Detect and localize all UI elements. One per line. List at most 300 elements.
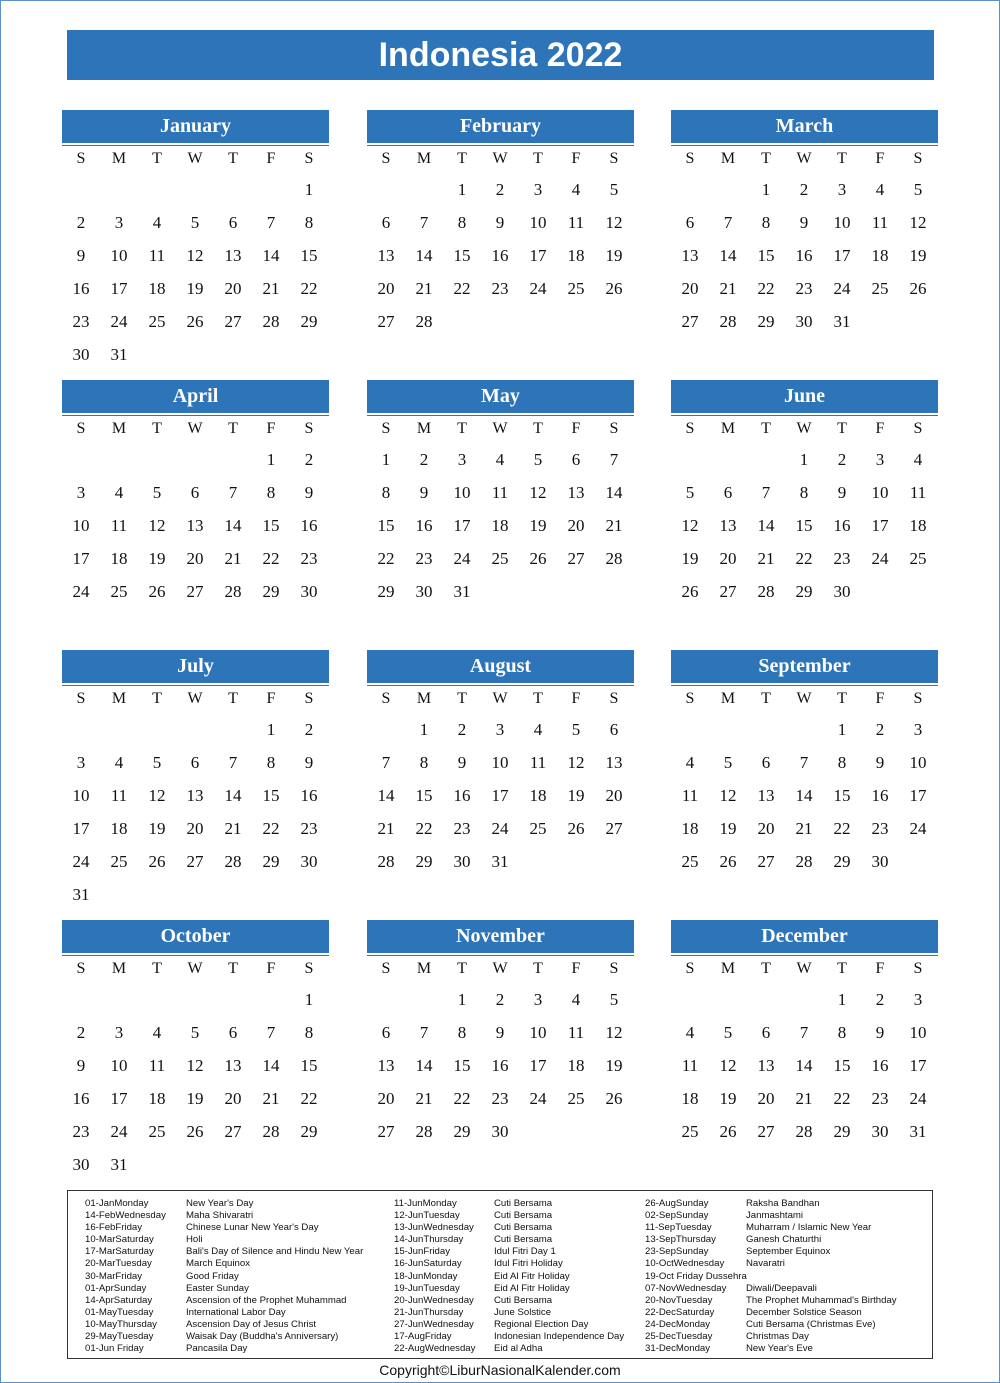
- day-cell: 8: [304, 1022, 314, 1042]
- weekday-header: T: [152, 960, 162, 977]
- month-february: [367, 110, 634, 338]
- weekday-header: F: [875, 690, 885, 707]
- day-cell: 22: [300, 278, 318, 298]
- weekday-header: F: [875, 420, 885, 437]
- holiday-name: Raksha Bandhan: [746, 1198, 820, 1209]
- empty-day-cell: [747, 983, 785, 1016]
- day-cell: 17: [72, 548, 90, 568]
- weekday-header: W: [796, 960, 812, 977]
- day-cell: 5: [571, 719, 581, 739]
- day-cell: 28: [757, 581, 775, 601]
- day-cell: 11: [871, 212, 889, 232]
- holiday-date: 19-JunTuesday: [394, 1282, 460, 1294]
- weekday-header: S: [913, 420, 923, 437]
- day-cell: 11: [491, 482, 509, 502]
- holiday-date: 21-JunThursday: [394, 1306, 464, 1318]
- empty-day-cell: [785, 713, 823, 746]
- day-cell: 28: [795, 851, 813, 871]
- day-cell: 12: [186, 245, 204, 265]
- day-cell: 13: [567, 482, 585, 502]
- empty-day-cell: [709, 443, 747, 476]
- day-cell: 13: [186, 785, 204, 805]
- day-cell: 6: [381, 1022, 391, 1042]
- day-cell: 25: [491, 548, 509, 568]
- day-cell: 30: [491, 1121, 509, 1141]
- day-cell: 27: [757, 1121, 775, 1141]
- day-cell: 21: [224, 818, 242, 838]
- day-cell: 5: [685, 482, 695, 502]
- holiday-date: 17-AugFriday: [394, 1331, 452, 1343]
- day-cell: 31: [491, 851, 509, 871]
- day-cell: 27: [377, 1121, 395, 1141]
- day-cell: 14: [262, 245, 280, 265]
- weekday-header: W: [796, 420, 812, 437]
- empty-day-cell: [747, 443, 785, 476]
- day-cell: 6: [571, 449, 581, 469]
- day-cell: 10: [529, 212, 547, 232]
- day-cell: 11: [110, 515, 128, 535]
- empty-day-cell: [62, 983, 100, 1016]
- day-cell: 12: [719, 785, 737, 805]
- weekday-header: M: [720, 690, 736, 707]
- day-grid: [367, 415, 634, 608]
- day-cell: 13: [605, 752, 623, 772]
- holiday-name: Ascension of the Prophet Muhammad: [186, 1294, 347, 1306]
- weekday-header: S: [76, 420, 86, 437]
- holiday-date: 12-JunTuesday: [394, 1210, 460, 1222]
- holiday-date: 18-JunMonday: [394, 1270, 458, 1282]
- month-july: [62, 650, 329, 911]
- weekday-header: M: [720, 420, 736, 437]
- weekday-header: M: [720, 960, 736, 977]
- day-cell: 18: [567, 1055, 585, 1075]
- day-grid: [62, 145, 329, 371]
- day-cell: 25: [567, 1088, 585, 1108]
- holiday-name: Idul Fitri Holiday: [494, 1258, 563, 1270]
- day-cell: 29: [757, 311, 775, 331]
- day-cell: 10: [110, 1055, 128, 1075]
- weekday-header: T: [228, 690, 238, 707]
- day-cell: 5: [723, 1022, 733, 1042]
- holiday-name: Holi: [186, 1234, 203, 1246]
- day-cell: 1: [304, 179, 314, 199]
- day-cell: 12: [148, 515, 166, 535]
- day-cell: 5: [609, 179, 619, 199]
- holiday-date: 27-JunWednesday: [394, 1318, 474, 1330]
- day-cell: 15: [377, 515, 395, 535]
- day-cell: 4: [114, 752, 124, 772]
- day-cell: 15: [415, 785, 433, 805]
- day-cell: 30: [453, 851, 471, 871]
- day-cell: 9: [495, 1022, 505, 1042]
- weekday-header: S: [304, 150, 314, 167]
- day-cell: 23: [415, 548, 433, 568]
- weekday-header: S: [913, 150, 923, 167]
- day-cell: 26: [605, 1088, 623, 1108]
- day-cell: 7: [419, 1022, 429, 1042]
- day-cell: 26: [719, 1121, 737, 1141]
- day-cell: 4: [685, 752, 695, 772]
- holiday-date: 29-MayTuesday: [85, 1331, 154, 1343]
- day-cell: 20: [681, 278, 699, 298]
- empty-day-cell: [709, 713, 747, 746]
- day-cell: 8: [457, 212, 467, 232]
- day-cell: 13: [224, 245, 242, 265]
- empty-day-cell: [214, 443, 252, 476]
- day-cell: 29: [453, 1121, 471, 1141]
- holiday-name: Eid al Adha: [494, 1343, 543, 1355]
- day-cell: 31: [72, 884, 90, 904]
- day-cell: 10: [871, 482, 889, 502]
- day-cell: 20: [605, 785, 623, 805]
- day-grid: [671, 955, 938, 1148]
- day-cell: 11: [110, 785, 128, 805]
- day-cell: 6: [190, 752, 200, 772]
- day-cell: 30: [415, 581, 433, 601]
- day-cell: 10: [453, 482, 471, 502]
- day-cell: 26: [719, 851, 737, 871]
- day-cell: 6: [761, 1022, 771, 1042]
- day-cell: 3: [837, 179, 847, 199]
- day-cell: 31: [909, 1121, 927, 1141]
- day-cell: 3: [913, 719, 923, 739]
- empty-day-cell: [785, 983, 823, 1016]
- holiday-date: 02-SepSunday: [645, 1210, 709, 1222]
- day-cell: 22: [757, 278, 775, 298]
- day-cell: 11: [681, 1055, 699, 1075]
- day-cell: 18: [110, 818, 128, 838]
- day-cell: 27: [377, 311, 395, 331]
- weekday-header: S: [609, 960, 619, 977]
- day-cell: 13: [224, 1055, 242, 1075]
- empty-day-cell: [405, 173, 443, 206]
- weekday-header: S: [304, 420, 314, 437]
- day-cell: 23: [300, 818, 318, 838]
- day-cell: 12: [719, 1055, 737, 1075]
- day-cell: 16: [871, 1055, 889, 1075]
- empty-day-cell: [709, 983, 747, 1016]
- day-cell: 24: [871, 548, 889, 568]
- day-cell: 28: [795, 1121, 813, 1141]
- holiday-name: September Equinox: [746, 1246, 831, 1258]
- holiday-name: Diwali/Deepavali: [746, 1282, 817, 1294]
- day-cell: 19: [719, 1088, 737, 1108]
- day-cell: 27: [757, 851, 775, 871]
- day-cell: 11: [567, 212, 585, 232]
- month-october: [62, 920, 329, 1181]
- holiday-name: Eid Al Fitr Holiday: [494, 1270, 570, 1282]
- month-may: [367, 380, 634, 608]
- day-cell: 6: [685, 212, 695, 232]
- empty-day-cell: [100, 173, 138, 206]
- day-cell: 6: [609, 719, 619, 739]
- day-cell: 30: [795, 311, 813, 331]
- day-cell: 20: [567, 515, 585, 535]
- day-cell: 19: [719, 818, 737, 838]
- holiday-date: 10-MayThursday: [85, 1318, 157, 1330]
- weekday-header: W: [187, 420, 203, 437]
- day-cell: 17: [833, 245, 851, 265]
- day-cell: 21: [795, 818, 813, 838]
- day-cell: 12: [529, 482, 547, 502]
- day-cell: 19: [148, 818, 166, 838]
- holiday-date: 13-SepThursday: [645, 1234, 716, 1246]
- day-cell: 29: [795, 581, 813, 601]
- empty-day-cell: [671, 173, 709, 206]
- day-cell: 24: [909, 1088, 927, 1108]
- day-cell: 29: [262, 851, 280, 871]
- day-cell: 29: [833, 1121, 851, 1141]
- day-cell: 15: [453, 245, 471, 265]
- day-cell: 16: [491, 1055, 509, 1075]
- weekday-header: T: [152, 150, 162, 167]
- day-grid: [671, 685, 938, 878]
- day-cell: 22: [300, 1088, 318, 1108]
- day-cell: 5: [533, 449, 543, 469]
- day-cell: 10: [72, 515, 90, 535]
- day-cell: 12: [681, 515, 699, 535]
- day-cell: 12: [186, 1055, 204, 1075]
- day-cell: 25: [148, 1121, 166, 1141]
- day-cell: 28: [262, 311, 280, 331]
- day-cell: 27: [681, 311, 699, 331]
- day-cell: 31: [833, 311, 851, 331]
- day-cell: 12: [605, 1022, 623, 1042]
- holiday-name: Maha Shivaratri: [186, 1210, 254, 1222]
- day-cell: 11: [567, 1022, 585, 1042]
- weekday-header: T: [533, 420, 543, 437]
- day-cell: 15: [795, 515, 813, 535]
- day-cell: 27: [567, 548, 585, 568]
- day-cell: 23: [72, 1121, 90, 1141]
- day-grid: [671, 415, 938, 608]
- day-cell: 2: [799, 179, 809, 199]
- day-cell: 14: [795, 785, 813, 805]
- holiday-date: 11-JunMonday: [394, 1198, 457, 1209]
- day-cell: 18: [909, 515, 927, 535]
- holiday-name: Idul Fitri Day 1: [494, 1246, 556, 1258]
- holiday-name: New Year's Day: [186, 1198, 254, 1209]
- day-cell: 7: [381, 752, 391, 772]
- month-title: March: [671, 110, 938, 145]
- day-cell: 8: [761, 212, 771, 232]
- holiday-name: June Solstice: [494, 1306, 552, 1318]
- day-cell: 5: [190, 1022, 200, 1042]
- day-cell: 26: [605, 278, 623, 298]
- weekday-header: S: [609, 420, 619, 437]
- day-cell: 4: [571, 179, 581, 199]
- holiday-name: Ascension Day of Jesus Christ: [186, 1318, 317, 1330]
- day-cell: 2: [76, 1022, 86, 1042]
- day-cell: 30: [72, 344, 90, 364]
- day-cell: 23: [300, 548, 318, 568]
- holiday-date: 25-DecTuesday: [645, 1331, 713, 1343]
- day-cell: 27: [605, 818, 623, 838]
- day-cell: 1: [457, 989, 467, 1009]
- day-cell: 16: [415, 515, 433, 535]
- day-cell: 4: [495, 449, 505, 469]
- weekday-header: S: [381, 150, 391, 167]
- day-cell: 30: [833, 581, 851, 601]
- day-cell: 27: [186, 851, 204, 871]
- day-cell: 19: [186, 1088, 204, 1108]
- day-grid: [671, 145, 938, 338]
- day-cell: 9: [419, 482, 429, 502]
- day-grid: [62, 415, 329, 608]
- day-cell: 2: [419, 449, 429, 469]
- holiday-date: 01-JanMonday: [85, 1198, 149, 1209]
- day-cell: 7: [723, 212, 733, 232]
- empty-day-cell: [747, 713, 785, 746]
- empty-day-cell: [62, 173, 100, 206]
- day-cell: 29: [262, 581, 280, 601]
- day-cell: 2: [495, 179, 505, 199]
- day-cell: 19: [605, 245, 623, 265]
- day-cell: 19: [605, 1055, 623, 1075]
- day-cell: 19: [186, 278, 204, 298]
- day-cell: 1: [381, 449, 391, 469]
- day-cell: 26: [186, 311, 204, 331]
- day-cell: 14: [262, 1055, 280, 1075]
- day-cell: 29: [833, 851, 851, 871]
- day-cell: 29: [300, 311, 318, 331]
- day-cell: 8: [381, 482, 391, 502]
- weekday-header: M: [416, 420, 432, 437]
- empty-day-cell: [100, 983, 138, 1016]
- day-cell: 6: [761, 752, 771, 772]
- weekday-header: M: [111, 420, 127, 437]
- day-cell: 20: [757, 1088, 775, 1108]
- day-cell: 7: [799, 752, 809, 772]
- day-cell: 7: [228, 482, 238, 502]
- month-title: January: [62, 110, 329, 145]
- holiday-name: Good Friday: [186, 1270, 239, 1282]
- day-cell: 15: [833, 1055, 851, 1075]
- empty-day-cell: [214, 713, 252, 746]
- weekday-header: W: [187, 150, 203, 167]
- day-grid: [367, 145, 634, 338]
- weekday-header: S: [76, 960, 86, 977]
- empty-day-cell: [138, 443, 176, 476]
- weekday-header: T: [533, 960, 543, 977]
- day-cell: 29: [415, 851, 433, 871]
- day-cell: 16: [300, 515, 318, 535]
- weekday-header: T: [152, 690, 162, 707]
- day-cell: 6: [228, 212, 238, 232]
- day-cell: 22: [453, 278, 471, 298]
- holiday-name: Cuti Bersama: [494, 1210, 553, 1222]
- day-cell: 15: [833, 785, 851, 805]
- day-cell: 30: [300, 581, 318, 601]
- day-cell: 25: [871, 278, 889, 298]
- holiday-date: 14-AprSaturday: [85, 1294, 153, 1306]
- weekday-header: M: [111, 960, 127, 977]
- weekday-header: W: [492, 150, 508, 167]
- day-cell: 7: [228, 752, 238, 772]
- day-cell: 3: [875, 449, 885, 469]
- holiday-name: Cuti Bersama: [494, 1234, 553, 1246]
- holiday-name: Muharram / Islamic New Year: [746, 1222, 872, 1234]
- weekday-header: F: [571, 420, 581, 437]
- day-cell: 8: [837, 1022, 847, 1042]
- day-cell: 31: [110, 344, 128, 364]
- empty-day-cell: [367, 713, 405, 746]
- day-cell: 5: [190, 212, 200, 232]
- day-cell: 15: [757, 245, 775, 265]
- weekday-header: F: [571, 960, 581, 977]
- day-cell: 31: [453, 581, 471, 601]
- weekday-header: S: [913, 690, 923, 707]
- day-cell: 31: [110, 1154, 128, 1174]
- day-cell: 7: [761, 482, 771, 502]
- day-cell: 17: [909, 785, 927, 805]
- day-cell: 16: [300, 785, 318, 805]
- holiday-date: 20-JunWednesday: [394, 1294, 474, 1306]
- empty-day-cell: [176, 983, 214, 1016]
- day-cell: 30: [72, 1154, 90, 1174]
- day-cell: 8: [837, 752, 847, 772]
- day-cell: 23: [453, 818, 471, 838]
- day-cell: 10: [491, 752, 509, 772]
- weekday-header: T: [228, 150, 238, 167]
- day-cell: 21: [757, 548, 775, 568]
- weekday-header: T: [457, 690, 467, 707]
- weekday-header: W: [492, 420, 508, 437]
- day-cell: 13: [757, 1055, 775, 1075]
- day-cell: 4: [913, 449, 923, 469]
- day-cell: 15: [453, 1055, 471, 1075]
- month-january: [62, 110, 329, 371]
- day-cell: 28: [224, 581, 242, 601]
- month-title: May: [367, 380, 634, 415]
- day-cell: 10: [110, 245, 128, 265]
- weekday-header: W: [796, 150, 812, 167]
- empty-day-cell: [252, 173, 290, 206]
- holiday-date: 15-JunFriday: [394, 1246, 450, 1258]
- empty-day-cell: [176, 713, 214, 746]
- day-cell: 18: [148, 1088, 166, 1108]
- holiday-date: 30-MarFriday: [85, 1270, 143, 1282]
- day-cell: 24: [72, 851, 90, 871]
- holiday-date: 17-MarSaturday: [85, 1246, 154, 1258]
- holiday-date: 11-SepTuesday: [645, 1222, 712, 1234]
- day-cell: 21: [415, 1088, 433, 1108]
- day-cell: 29: [377, 581, 395, 601]
- holiday-name: Indonesian Independence Day: [494, 1331, 625, 1343]
- weekday-header: T: [837, 960, 847, 977]
- page-title: Indonesia 2022: [67, 30, 934, 80]
- day-cell: 22: [795, 548, 813, 568]
- day-cell: 18: [567, 245, 585, 265]
- holiday-date: 19-Oct Friday Dussehra: [645, 1270, 747, 1282]
- day-cell: 7: [609, 449, 619, 469]
- day-cell: 18: [110, 548, 128, 568]
- day-cell: 29: [300, 1121, 318, 1141]
- day-cell: 23: [833, 548, 851, 568]
- day-cell: 26: [681, 581, 699, 601]
- holiday-date: 22-AugWednesday: [394, 1343, 476, 1355]
- day-cell: 24: [529, 278, 547, 298]
- holiday-date: 23-SepSunday: [645, 1246, 709, 1258]
- day-cell: 18: [871, 245, 889, 265]
- day-cell: 26: [186, 1121, 204, 1141]
- month-march: [671, 110, 938, 338]
- weekday-header: T: [457, 960, 467, 977]
- day-cell: 24: [110, 311, 128, 331]
- day-cell: 28: [605, 548, 623, 568]
- day-cell: 20: [719, 548, 737, 568]
- day-cell: 25: [529, 818, 547, 838]
